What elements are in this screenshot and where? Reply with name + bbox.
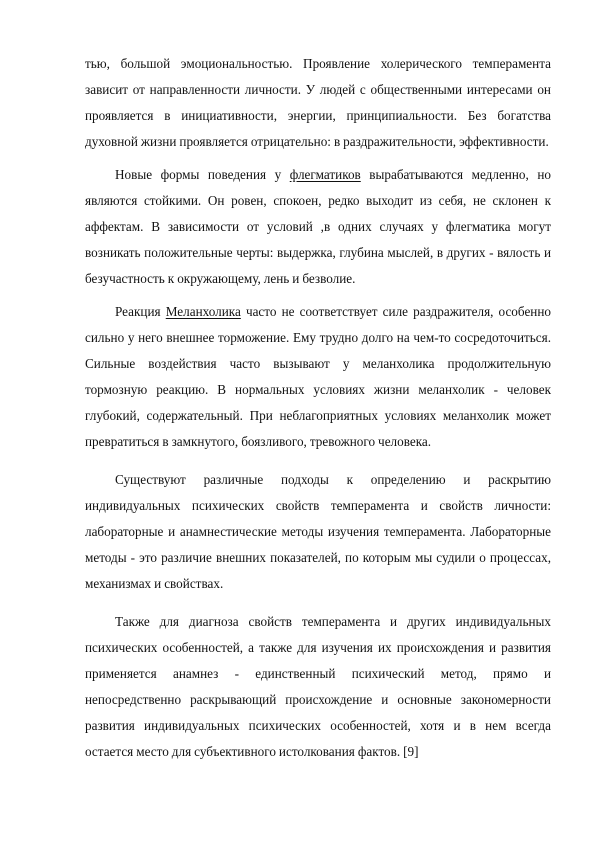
paragraph-phlegmatic-body: вырабатываются медленно, но являются стойкими. Он ровен, спокоен, редко выходит из себя, не склонен к аффектам. В зависимости от условий ,в одних случаях у флегматика могут возникать положительные черты: выдержка, глубина мыслей, в других - вялость и безучастность к окружающему, лень и безволие. bbox=[85, 167, 551, 286]
paragraph-anamnesis: Также для диагноза свойств темперамента и других индивидуальных психических особенностей, а также для изучения их происхождения и развития применяется анамнез - единственный психический метод, прямо и непосредственно раскрывающий происхождение и основные закономерности развития индивидуальных психических особенностей, хотя и в нем всегда остается место для субъективного истолкования фактов. [9] bbox=[85, 614, 551, 759]
term-melancholic-link[interactable]: Меланхолика bbox=[165, 304, 241, 319]
paragraph-phlegmatic bbox=[85, 162, 551, 292]
paragraph-methods: Существуют различные подходы к определению и раскрытию индивидуальных психических свойств темперамента и свойств личности: лабораторные и анамнестические методы изучения темперамента. Лабораторные методы - это различие внешних показателей, по которым мы судили о процессах, механизмах и свойствах. bbox=[85, 472, 551, 591]
paragraph-melancholic-lead: Реакция bbox=[115, 304, 166, 319]
paragraph-phlegmatic-lead: Новые формы поведения у bbox=[115, 167, 290, 182]
term-phlegmatic-link[interactable]: флегматиков bbox=[289, 167, 361, 182]
paragraph-choleric: тью, большой эмоциональностью. Проявление холерического темперамента зависит от направленности личности. У людей с общественными интересами он проявляется в инициативности, энергии, принципиальности. Без богатства духовной жизни проявляется отрицательно: в раздражительности, эффективности. bbox=[85, 56, 551, 149]
paragraph-melancholic bbox=[85, 299, 551, 455]
paragraph-melancholic-body: часто не соответствует силе раздражителя, особенно сильно у него внешнее торможение. Ему трудно долго на чем-то сосредоточиться. Сильные воздействия часто вызывают у меланхолика продолжительную тормозную реакцию. В нормальных условиях жизни меланхолик - человек глубокий, содержательный. При неблагоприятных условиях меланхолик может превратиться в замкнутого, боязливого, тревожного человека. bbox=[85, 304, 551, 449]
